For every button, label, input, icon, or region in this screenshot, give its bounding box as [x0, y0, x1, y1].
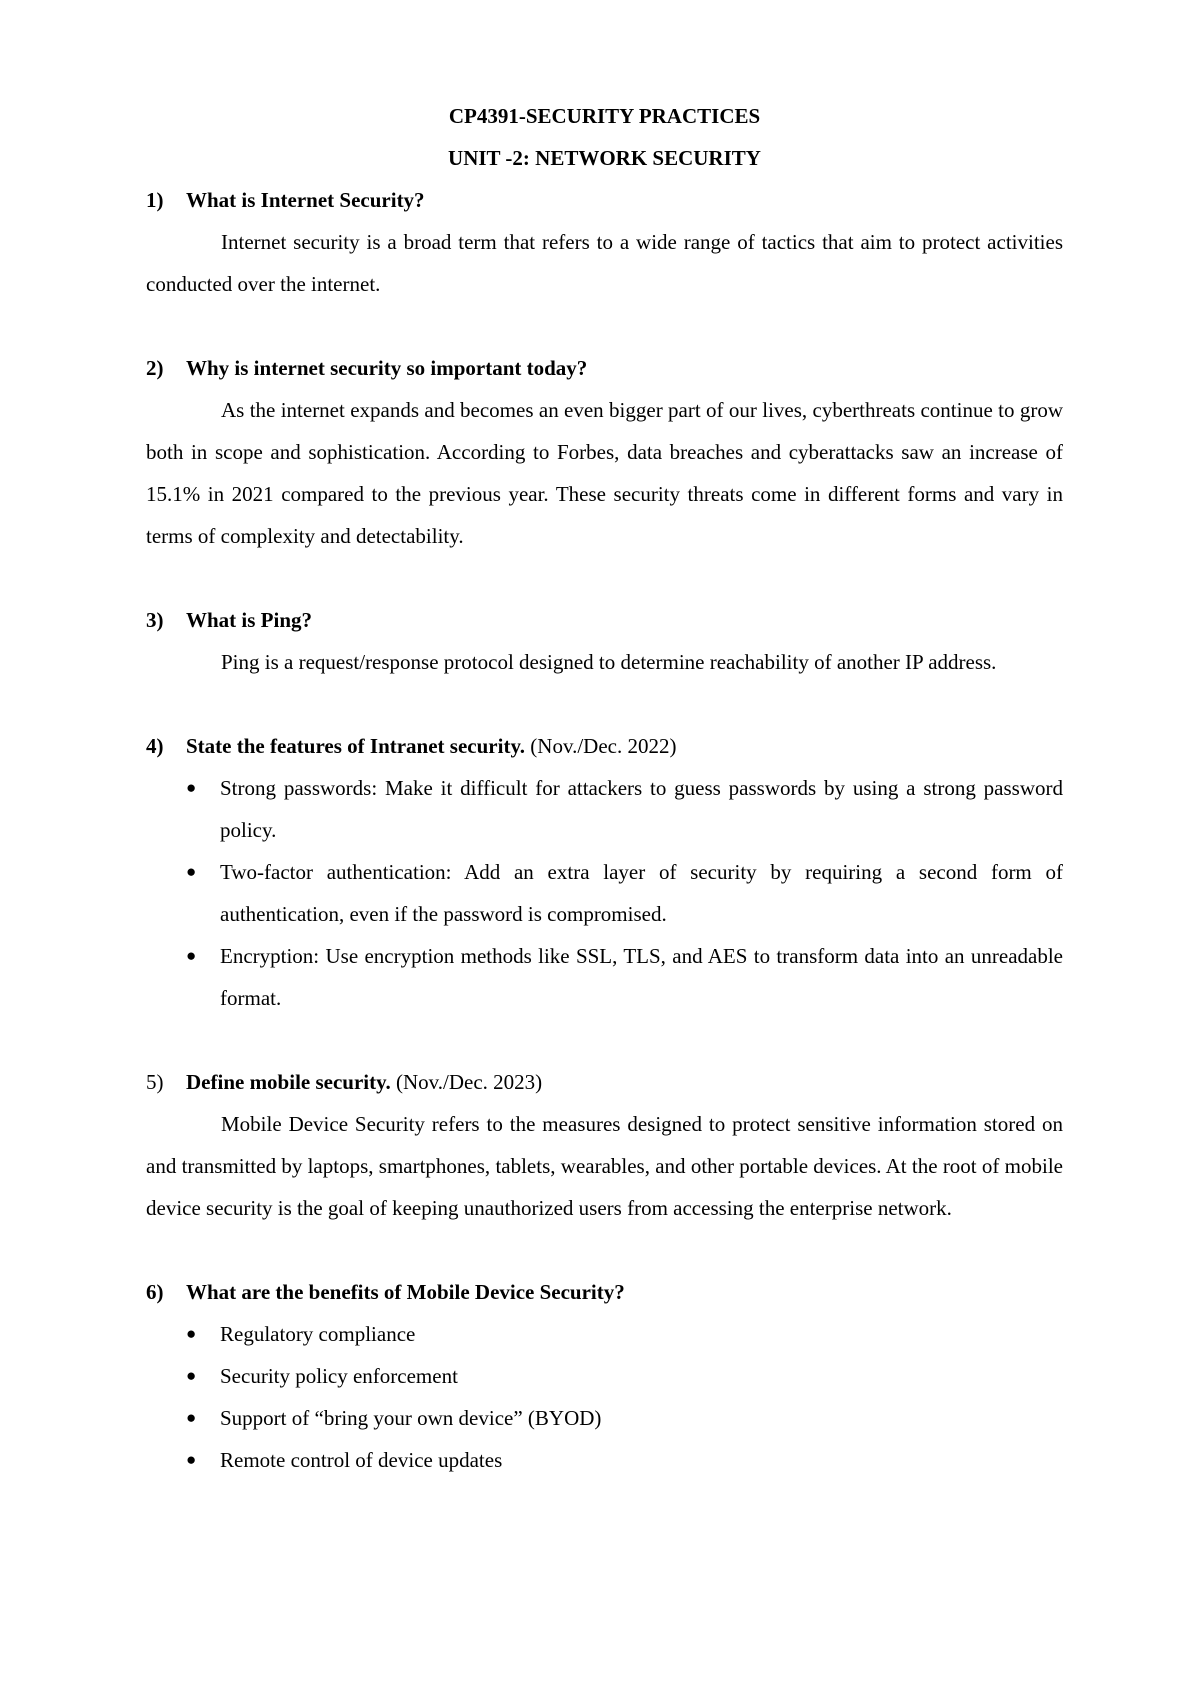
- list-item: ● Encryption: Use encryption methods like SSL, TLS, and AES to transform data into an unreadable format.: [186, 935, 1063, 1019]
- question-5-heading: [146, 1061, 1063, 1103]
- question-3-heading: [146, 599, 1063, 641]
- answer-3: Ping is a request/response protocol designed to determine reachability of another IP address.: [221, 650, 997, 674]
- bullet-icon: ●: [186, 946, 197, 965]
- bullet-icon: ●: [186, 862, 197, 881]
- mobile-security-benefits-list: [146, 1313, 1063, 1481]
- question-title: State the features of Intranet security.: [186, 734, 526, 758]
- question-1-heading: [146, 179, 1063, 221]
- bullet-icon: ●: [186, 1366, 197, 1385]
- bullet-icon: ●: [186, 778, 197, 797]
- list-item: ● Remote control of device updates: [186, 1439, 1063, 1481]
- question-number: 3): [146, 608, 164, 632]
- answer-1: Internet security is a broad term that refers to a wide range of tactics that aim to protect activities conducted over the internet.: [146, 230, 1063, 296]
- list-item: ● Regulatory compliance: [186, 1313, 1063, 1355]
- answer-2: As the internet expands and becomes an even bigger part of our lives, cyberthreats continue to grow both in scope and sophistication. According to Forbes, data breaches and cyberattacks saw an increase of 15.1% in 2021 compared to the previous year. These security threats come in different forms and vary in terms of complexity and detectability.: [146, 398, 1063, 548]
- unit-title: UNIT -2: NETWORK SECURITY: [448, 146, 761, 170]
- list-item: ● Support of “bring your own device” (BYOD): [186, 1397, 1063, 1439]
- list-item: ● Security policy enforcement: [186, 1355, 1063, 1397]
- question-2-heading: [146, 347, 1063, 389]
- list-item: ● Two-factor authentication: Add an extra layer of security by requiring a second form of authentication, even if the password is compromised.: [186, 851, 1063, 935]
- question-number: 5): [146, 1070, 164, 1094]
- question-number: 6): [146, 1280, 164, 1304]
- list-item: ● Strong passwords: Make it difficult for attackers to guess passwords by using a strong password policy.: [186, 767, 1063, 851]
- question-title: What are the benefits of Mobile Device Security?: [186, 1280, 625, 1304]
- exam-reference: (Nov./Dec. 2023): [390, 1070, 543, 1094]
- question-title: Why is internet security so important today?: [186, 356, 588, 380]
- bullet-icon: ●: [186, 1324, 197, 1343]
- question-title: What is Internet Security?: [186, 188, 425, 212]
- document-body: [146, 95, 1063, 1481]
- question-4-heading: [146, 725, 1063, 767]
- question-title: Define mobile security.: [186, 1070, 391, 1094]
- bullet-icon: ●: [186, 1450, 197, 1469]
- course-title: CP4391-SECURITY PRACTICES: [448, 104, 761, 128]
- question-6-heading: [146, 1271, 1063, 1313]
- exam-reference: (Nov./Dec. 2022): [525, 734, 677, 758]
- intranet-features-list: [146, 767, 1063, 1019]
- question-number: 1): [146, 188, 164, 212]
- question-number: 2): [146, 356, 164, 380]
- question-title: What is Ping?: [186, 608, 313, 632]
- question-number: 4): [146, 734, 164, 758]
- answer-5: Mobile Device Security refers to the measures designed to protect sensitive information stored on and transmitted by laptops, smartphones, tablets, wearables, and other portable devices. At the root of mobile device security is the goal of keeping unauthorized users from accessing the enterprise network.: [146, 1112, 1063, 1220]
- bullet-icon: ●: [186, 1408, 197, 1427]
